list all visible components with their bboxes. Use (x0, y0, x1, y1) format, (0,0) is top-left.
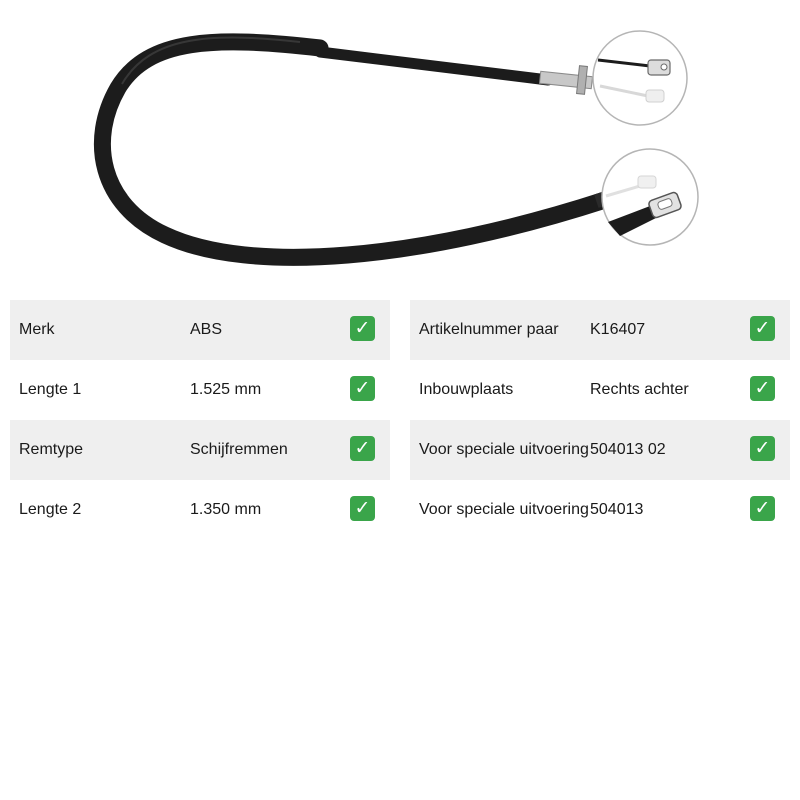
spec-value: K16407 (590, 321, 646, 338)
check-icon: ✓ (750, 316, 775, 341)
check-icon: ✓ (750, 376, 775, 401)
spec-label: Inbouwplaats (419, 381, 514, 398)
brake-cable-image (0, 0, 800, 290)
check-icon: ✓ (750, 496, 775, 521)
spec-value: 504013 02 (590, 441, 666, 458)
spec-value: 1.525 mm (190, 381, 262, 398)
spec-value: Schijfremmen (190, 441, 288, 458)
spec-row-inbouwplaats (410, 360, 790, 420)
specs-table-left (10, 300, 390, 540)
spec-label: Voor speciale uitvoering (419, 441, 589, 458)
check-icon: ✓ (350, 376, 375, 401)
spec-label: Lengte 1 (19, 381, 82, 398)
spec-row-artikelnummer-paar (410, 300, 790, 360)
spec-row-merk (10, 300, 390, 360)
spec-value: ABS (190, 321, 223, 338)
spec-label: Merk (19, 321, 55, 338)
spec-value: 1.350 mm (190, 501, 262, 518)
specs-table-right (410, 300, 790, 540)
spec-value: Rechts achter (590, 381, 689, 398)
spec-label: Voor speciale uitvoering (419, 501, 589, 518)
spec-row-speciale-uitvoering-1 (410, 420, 790, 480)
check-icon: ✓ (350, 316, 375, 341)
spec-row-lengte-1 (10, 360, 390, 420)
spec-row-speciale-uitvoering-2 (410, 480, 790, 540)
spec-label: Artikelnummer paar (419, 321, 559, 338)
check-icon: ✓ (750, 436, 775, 461)
spec-value: 504013 (590, 501, 644, 518)
spec-label: Remtype (19, 441, 84, 458)
spec-row-lengte-2 (10, 480, 390, 540)
spec-label: Lengte 2 (19, 501, 82, 518)
spec-row-remtype (10, 420, 390, 480)
check-icon: ✓ (350, 436, 375, 461)
check-icon: ✓ (350, 496, 375, 521)
